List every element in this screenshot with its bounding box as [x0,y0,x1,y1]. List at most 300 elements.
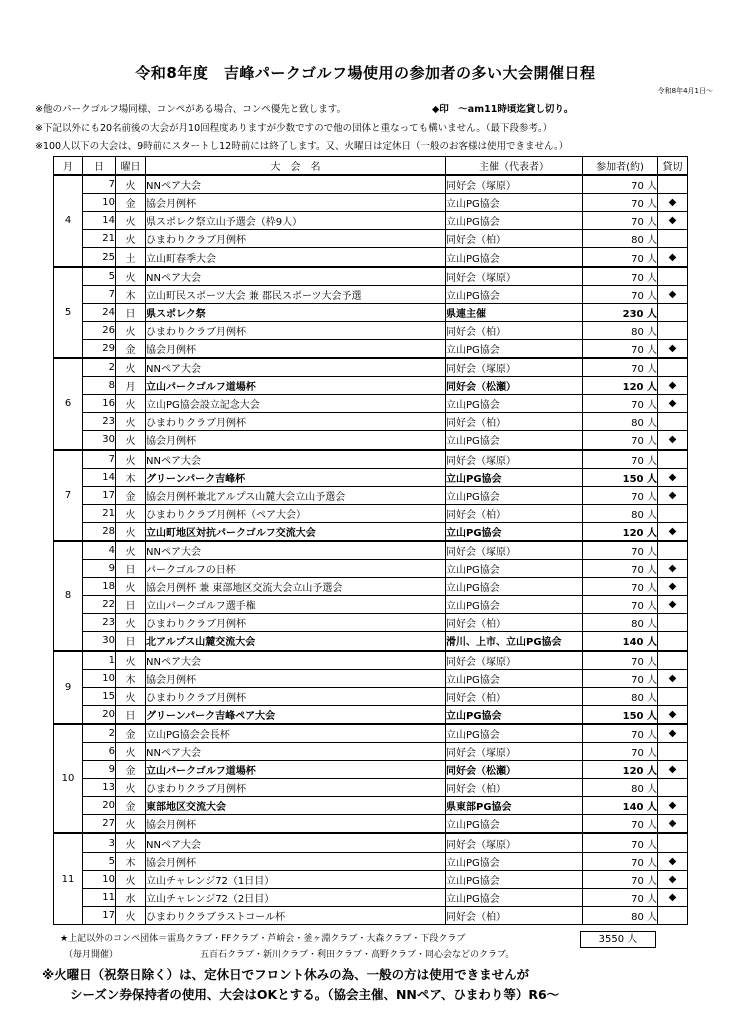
table-row [54,705,688,724]
day-cell: 20 [83,797,116,815]
organizer-cell: 同好会（柏） [446,614,583,632]
organizer-cell: 立山PG協会 [446,212,583,230]
day-cell: 14 [83,468,116,486]
day-cell: 24 [83,303,116,321]
reserved-cell: ◆ [658,596,688,614]
table-row [54,358,688,377]
month-group [54,541,688,651]
reserved-cell: ◆ [658,560,688,578]
day-cell: 9 [83,560,116,578]
participants-cell: 80 人 [583,321,658,339]
weekday-cell: 金 [116,761,146,779]
participants-cell: 70 人 [583,852,658,870]
weekday-cell: 金 [116,486,146,504]
month-cell: 4 [54,175,83,266]
organizer-cell: 立山PG協会 [446,395,583,413]
organizer-cell: 同好会（塚原） [446,833,583,852]
other-groups-note-2: 五百石クラブ・新川クラブ・利田クラブ・高野クラブ・同心会などのクラブ。 [200,950,515,960]
event-cell: ひまわりクラブ月例杯（ペア大会） [146,504,446,522]
day-cell: 7 [83,175,116,194]
day-cell: 23 [83,413,116,431]
day-cell: 29 [83,339,116,358]
day-cell: 13 [83,779,116,797]
weekday-cell: 水 [116,888,146,906]
event-cell: 立山町春季大会 [146,248,446,267]
organizer-cell: 立山PG協会 [446,194,583,212]
col-event: 大 会 名 [146,157,446,176]
table-row [54,560,688,578]
event-cell: 協会月例杯 兼 東部地区交流大会立山予選会 [146,578,446,596]
reserved-cell: ◆ [658,486,688,504]
note-small-events: ※下記以外にも20名前後の大会が月10回程度ありますが少数ですので他の団体と重なっても構いません。（最下段参考。） [35,123,553,134]
weekday-cell: 火 [116,358,146,377]
event-cell: 立山パークゴルフ道場杯 [146,377,446,395]
organizer-cell: 同好会（柏） [446,230,583,248]
organizer-cell: 同好会（塚原） [446,651,583,670]
table-row [54,815,688,834]
event-cell: 協会月例杯 [146,431,446,450]
table-row [54,230,688,248]
reserved-cell [658,358,688,377]
table-row [54,431,688,450]
event-cell: 協会月例杯 [146,669,446,687]
day-cell: 30 [83,431,116,450]
organizer-cell: 同好会（柏） [446,906,583,924]
month-group [54,833,688,924]
weekday-cell: 火 [116,687,146,705]
organizer-cell: 立山PG協会 [446,339,583,358]
weekday-cell: 日 [116,632,146,651]
month-group [54,267,688,358]
participants-cell: 70 人 [583,541,658,560]
table-row [54,724,688,743]
page-title: 令和8年度 吉峰パークゴルフ場使用の参加者の多い大会開催日程 [135,64,596,82]
organizer-cell: 立山PG協会 [446,522,583,541]
col-reserved: 貸切 [658,157,688,176]
event-cell: グリーンパーク吉峰ペア大会 [146,705,446,724]
event-cell: 立山チャレンジ72（2日目） [146,888,446,906]
weekday-cell: 日 [116,560,146,578]
month-cell: 11 [54,833,83,924]
participants-cell: 70 人 [583,560,658,578]
participants-cell: 70 人 [583,888,658,906]
weekday-cell: 金 [116,194,146,212]
table-row [54,486,688,504]
weekday-cell: 火 [116,175,146,194]
participants-cell: 80 人 [583,504,658,522]
day-cell: 30 [83,632,116,651]
day-cell: 2 [83,358,116,377]
event-cell: ひまわりクラブ月例杯 [146,413,446,431]
schedule-table [53,156,688,925]
organizer-cell: 立山PG協会 [446,486,583,504]
event-cell: 立山パークゴルフ道場杯 [146,761,446,779]
event-cell: 協会月例杯 [146,852,446,870]
participants-cell: 120 人 [583,522,658,541]
col-month: 月 [54,157,83,176]
day-cell: 8 [83,377,116,395]
day-cell: 23 [83,614,116,632]
event-cell: NNペア大会 [146,743,446,761]
day-cell: 22 [83,596,116,614]
organizer-cell: 立山PG協会 [446,669,583,687]
weekday-cell: 火 [116,870,146,888]
weekday-cell: 火 [116,906,146,924]
event-cell: NNペア大会 [146,450,446,469]
table-row [54,651,688,670]
issue-date: 令和8年4月1日～ [657,87,713,95]
organizer-cell: 立山PG協会 [446,852,583,870]
table-row [54,194,688,212]
organizer-cell: 同好会（松瀬） [446,377,583,395]
day-cell: 10 [83,669,116,687]
table-row [54,267,688,286]
note-tuesday-closed: ※100人以下の大会は、9時前にスタートし12時前には終了します。又、火曜日は定休日（一般のお客様は使用できません。） [35,141,569,152]
participants-cell: 70 人 [583,870,658,888]
organizer-cell: 立山PG協会 [446,596,583,614]
event-cell: NNペア大会 [146,541,446,560]
table-row [54,833,688,852]
weekday-cell: 金 [116,339,146,358]
reserved-cell [658,413,688,431]
month-cell: 8 [54,541,83,651]
month-cell: 9 [54,651,83,724]
weekday-cell: 火 [116,522,146,541]
organizer-cell: 同好会（塚原） [446,175,583,194]
participants-cell: 150 人 [583,705,658,724]
participants-cell: 70 人 [583,450,658,469]
weekday-cell: 金 [116,797,146,815]
reserved-cell: ◆ [658,669,688,687]
table-row [54,285,688,303]
weekday-cell: 火 [116,230,146,248]
day-cell: 4 [83,541,116,560]
day-cell: 5 [83,852,116,870]
weekday-cell: 月 [116,377,146,395]
note-diamond-mark: ◆印 ～am11時頃迄貸し切り。 [432,104,574,115]
reserved-cell: ◆ [658,522,688,541]
organizer-cell: 立山PG協会 [446,285,583,303]
organizer-cell: 同好会（柏） [446,504,583,522]
weekday-cell: 火 [116,743,146,761]
reserved-cell: ◆ [658,724,688,743]
reserved-cell [658,230,688,248]
weekday-cell: 火 [116,614,146,632]
weekday-cell: 金 [116,724,146,743]
col-participants: 参加者(約) [583,157,658,176]
month-cell: 7 [54,450,83,541]
day-cell: 7 [83,285,116,303]
day-cell: 5 [83,267,116,286]
table-row [54,761,688,779]
table-row [54,687,688,705]
event-cell: ひまわりクラブ月例杯 [146,779,446,797]
event-cell: 立山町民スポーツ大会 兼 郡民スポーツ大会予選 [146,285,446,303]
organizer-cell: 同好会（柏） [446,321,583,339]
table-row [54,248,688,267]
participants-cell: 70 人 [583,486,658,504]
reserved-cell: ◆ [658,797,688,815]
organizer-cell: 立山PG協会 [446,431,583,450]
weekday-cell: 火 [116,504,146,522]
table-row [54,413,688,431]
day-cell: 17 [83,486,116,504]
participants-cell: 70 人 [583,743,658,761]
organizer-cell: 同好会（塚原） [446,541,583,560]
table-row [54,395,688,413]
participants-cell: 70 人 [583,724,658,743]
reserved-cell [658,504,688,522]
event-cell: 県スポレク祭立山予選会（枠9人） [146,212,446,230]
participants-cell: 70 人 [583,669,658,687]
organizer-cell: 同好会（塚原） [446,267,583,286]
event-cell: 協会月例杯兼北アルプス山麓大会立山予選会 [146,486,446,504]
reserved-cell: ◆ [658,395,688,413]
day-cell: 18 [83,578,116,596]
event-cell: 立山チャレンジ72（1日目） [146,870,446,888]
reserved-cell [658,175,688,194]
table-row [54,614,688,632]
participants-cell: 70 人 [583,248,658,267]
participants-cell: 70 人 [583,358,658,377]
table-row [54,212,688,230]
day-cell: 15 [83,687,116,705]
month-cell: 5 [54,267,83,358]
reserved-cell: ◆ [658,888,688,906]
organizer-cell: 同好会（塚原） [446,450,583,469]
table-row [54,743,688,761]
event-cell: グリーンパーク吉峰杯 [146,468,446,486]
weekday-cell: 火 [116,431,146,450]
weekday-cell: 土 [116,248,146,267]
reserved-cell: ◆ [658,248,688,267]
day-cell: 21 [83,230,116,248]
day-cell: 7 [83,450,116,469]
organizer-cell: 同好会（塚原） [446,743,583,761]
reserved-cell: ◆ [658,852,688,870]
day-cell: 21 [83,504,116,522]
event-cell: NNペア大会 [146,833,446,852]
weekday-cell: 日 [116,705,146,724]
participants-cell: 150 人 [583,468,658,486]
col-weekday: 曜日 [116,157,146,176]
reserved-cell: ◆ [658,285,688,303]
table-row [54,450,688,469]
event-cell: 協会月例杯 [146,339,446,358]
reserved-cell [658,614,688,632]
event-cell: ひまわりクラブ月例杯 [146,687,446,705]
event-cell: NNペア大会 [146,651,446,670]
participants-cell: 80 人 [583,230,658,248]
weekday-cell: 火 [116,450,146,469]
participants-cell: 80 人 [583,413,658,431]
organizer-cell: 滑川、上市、立山PG協会 [446,632,583,651]
weekday-cell: 火 [116,541,146,560]
participants-cell: 80 人 [583,614,658,632]
reserved-cell: ◆ [658,578,688,596]
participants-cell: 70 人 [583,285,658,303]
tuesday-warning: ※火曜日（祝祭日除く）は、定休日でフロント休みの為、一般の方は使用できませんが [42,967,530,982]
organizer-cell: 立山PG協会 [446,248,583,267]
month-group [54,358,688,449]
day-cell: 3 [83,833,116,852]
participants-cell: 140 人 [583,797,658,815]
reserved-cell [658,450,688,469]
organizer-cell: 立山PG協会 [446,468,583,486]
table-row [54,339,688,358]
participants-cell: 70 人 [583,651,658,670]
reserved-cell: ◆ [658,705,688,724]
day-cell: 25 [83,248,116,267]
reserved-cell [658,651,688,670]
table-row [54,522,688,541]
participants-cell: 120 人 [583,761,658,779]
event-cell: 北アルプス山麓交流大会 [146,632,446,651]
reserved-cell [658,906,688,924]
month-group [54,450,688,541]
weekday-cell: 火 [116,779,146,797]
total-participants: 3550 人 [580,931,656,948]
reserved-cell: ◆ [658,431,688,450]
participants-cell: 70 人 [583,395,658,413]
table-row [54,669,688,687]
event-cell: 立山町地区対抗パークゴルフ交流大会 [146,522,446,541]
reserved-cell: ◆ [658,339,688,358]
table-row [54,779,688,797]
organizer-cell: 立山PG協会 [446,560,583,578]
table-row [54,175,688,194]
weekday-cell: 火 [116,651,146,670]
day-cell: 9 [83,761,116,779]
participants-cell: 70 人 [583,212,658,230]
organizer-cell: 同好会（柏） [446,413,583,431]
reserved-cell [658,267,688,286]
reserved-cell: ◆ [658,870,688,888]
month-group [54,724,688,834]
reserved-cell [658,541,688,560]
participants-cell: 70 人 [583,194,658,212]
event-cell: ひまわりクラブ月例杯 [146,321,446,339]
reserved-cell: ◆ [658,377,688,395]
col-day: 日 [83,157,116,176]
event-cell: 立山パークゴルフ選手権 [146,596,446,614]
weekday-cell: 火 [116,321,146,339]
participants-cell: 70 人 [583,596,658,614]
participants-cell: 70 人 [583,815,658,834]
table-row [54,541,688,560]
event-cell: NNペア大会 [146,358,446,377]
organizer-cell: 立山PG協会 [446,724,583,743]
table-row [54,870,688,888]
day-cell: 14 [83,212,116,230]
event-cell: ひまわりクラブラストコール杯 [146,906,446,924]
reserved-cell [658,743,688,761]
monthly-label: （毎月開催） [64,950,119,960]
weekday-cell: 火 [116,267,146,286]
participants-cell: 70 人 [583,431,658,450]
month-group [54,175,688,266]
weekday-cell: 火 [116,413,146,431]
other-groups-note: ★上記以外のコンペ団体＝雷鳥クラブ・FFクラブ・芦峅会・釜ヶ淵クラブ・大森クラブ・下段クラブ [60,934,466,944]
table-row [54,596,688,614]
day-cell: 17 [83,906,116,924]
table-row [54,303,688,321]
participants-cell: 70 人 [583,267,658,286]
event-cell: ひまわりクラブ月例杯 [146,614,446,632]
day-cell: 16 [83,395,116,413]
weekday-cell: 火 [116,815,146,834]
participants-cell: 70 人 [583,175,658,194]
weekday-cell: 火 [116,395,146,413]
organizer-cell: 同好会（柏） [446,779,583,797]
weekday-cell: 木 [116,852,146,870]
day-cell: 10 [83,870,116,888]
participants-cell: 140 人 [583,632,658,651]
reserved-cell [658,833,688,852]
organizer-cell: 県東部PG協会 [446,797,583,815]
participants-cell: 230 人 [583,303,658,321]
day-cell: 27 [83,815,116,834]
event-cell: NNペア大会 [146,267,446,286]
organizer-cell: 立山PG協会 [446,705,583,724]
organizer-cell: 同好会（松瀬） [446,761,583,779]
reserved-cell [658,303,688,321]
table-row [54,906,688,924]
table-header [54,157,688,176]
table-row [54,468,688,486]
event-cell: 立山PG協会会長杯 [146,724,446,743]
participants-cell: 70 人 [583,833,658,852]
day-cell: 11 [83,888,116,906]
organizer-cell: 立山PG協会 [446,888,583,906]
participants-cell: 70 人 [583,578,658,596]
reserved-cell [658,687,688,705]
weekday-cell: 木 [116,468,146,486]
participants-cell: 70 人 [583,339,658,358]
participants-cell: 80 人 [583,687,658,705]
day-cell: 20 [83,705,116,724]
note-competition-priority: ※他のパークゴルフ場同様、コンペがある場合、コンペ優先と致します。 [35,104,347,115]
reserved-cell: ◆ [658,761,688,779]
month-group [54,651,688,724]
reserved-cell: ◆ [658,194,688,212]
event-cell: NNペア大会 [146,175,446,194]
day-cell: 1 [83,651,116,670]
organizer-cell: 同好会（柏） [446,687,583,705]
organizer-cell: 立山PG協会 [446,578,583,596]
weekday-cell: 木 [116,285,146,303]
reserved-cell [658,779,688,797]
reserved-cell: ◆ [658,212,688,230]
table-row [54,377,688,395]
weekday-cell: 火 [116,212,146,230]
day-cell: 26 [83,321,116,339]
weekday-cell: 日 [116,303,146,321]
participants-cell: 120 人 [583,377,658,395]
reserved-cell: ◆ [658,815,688,834]
table-row [54,632,688,651]
reserved-cell: ◆ [658,468,688,486]
day-cell: 28 [83,522,116,541]
event-cell: パークゴルフの日杯 [146,560,446,578]
reserved-cell [658,632,688,651]
weekday-cell: 日 [116,596,146,614]
organizer-cell: 同好会（塚原） [446,358,583,377]
event-cell: ひまわりクラブ月例杯 [146,230,446,248]
month-cell: 6 [54,358,83,449]
participants-cell: 80 人 [583,906,658,924]
event-cell: 協会月例杯 [146,194,446,212]
